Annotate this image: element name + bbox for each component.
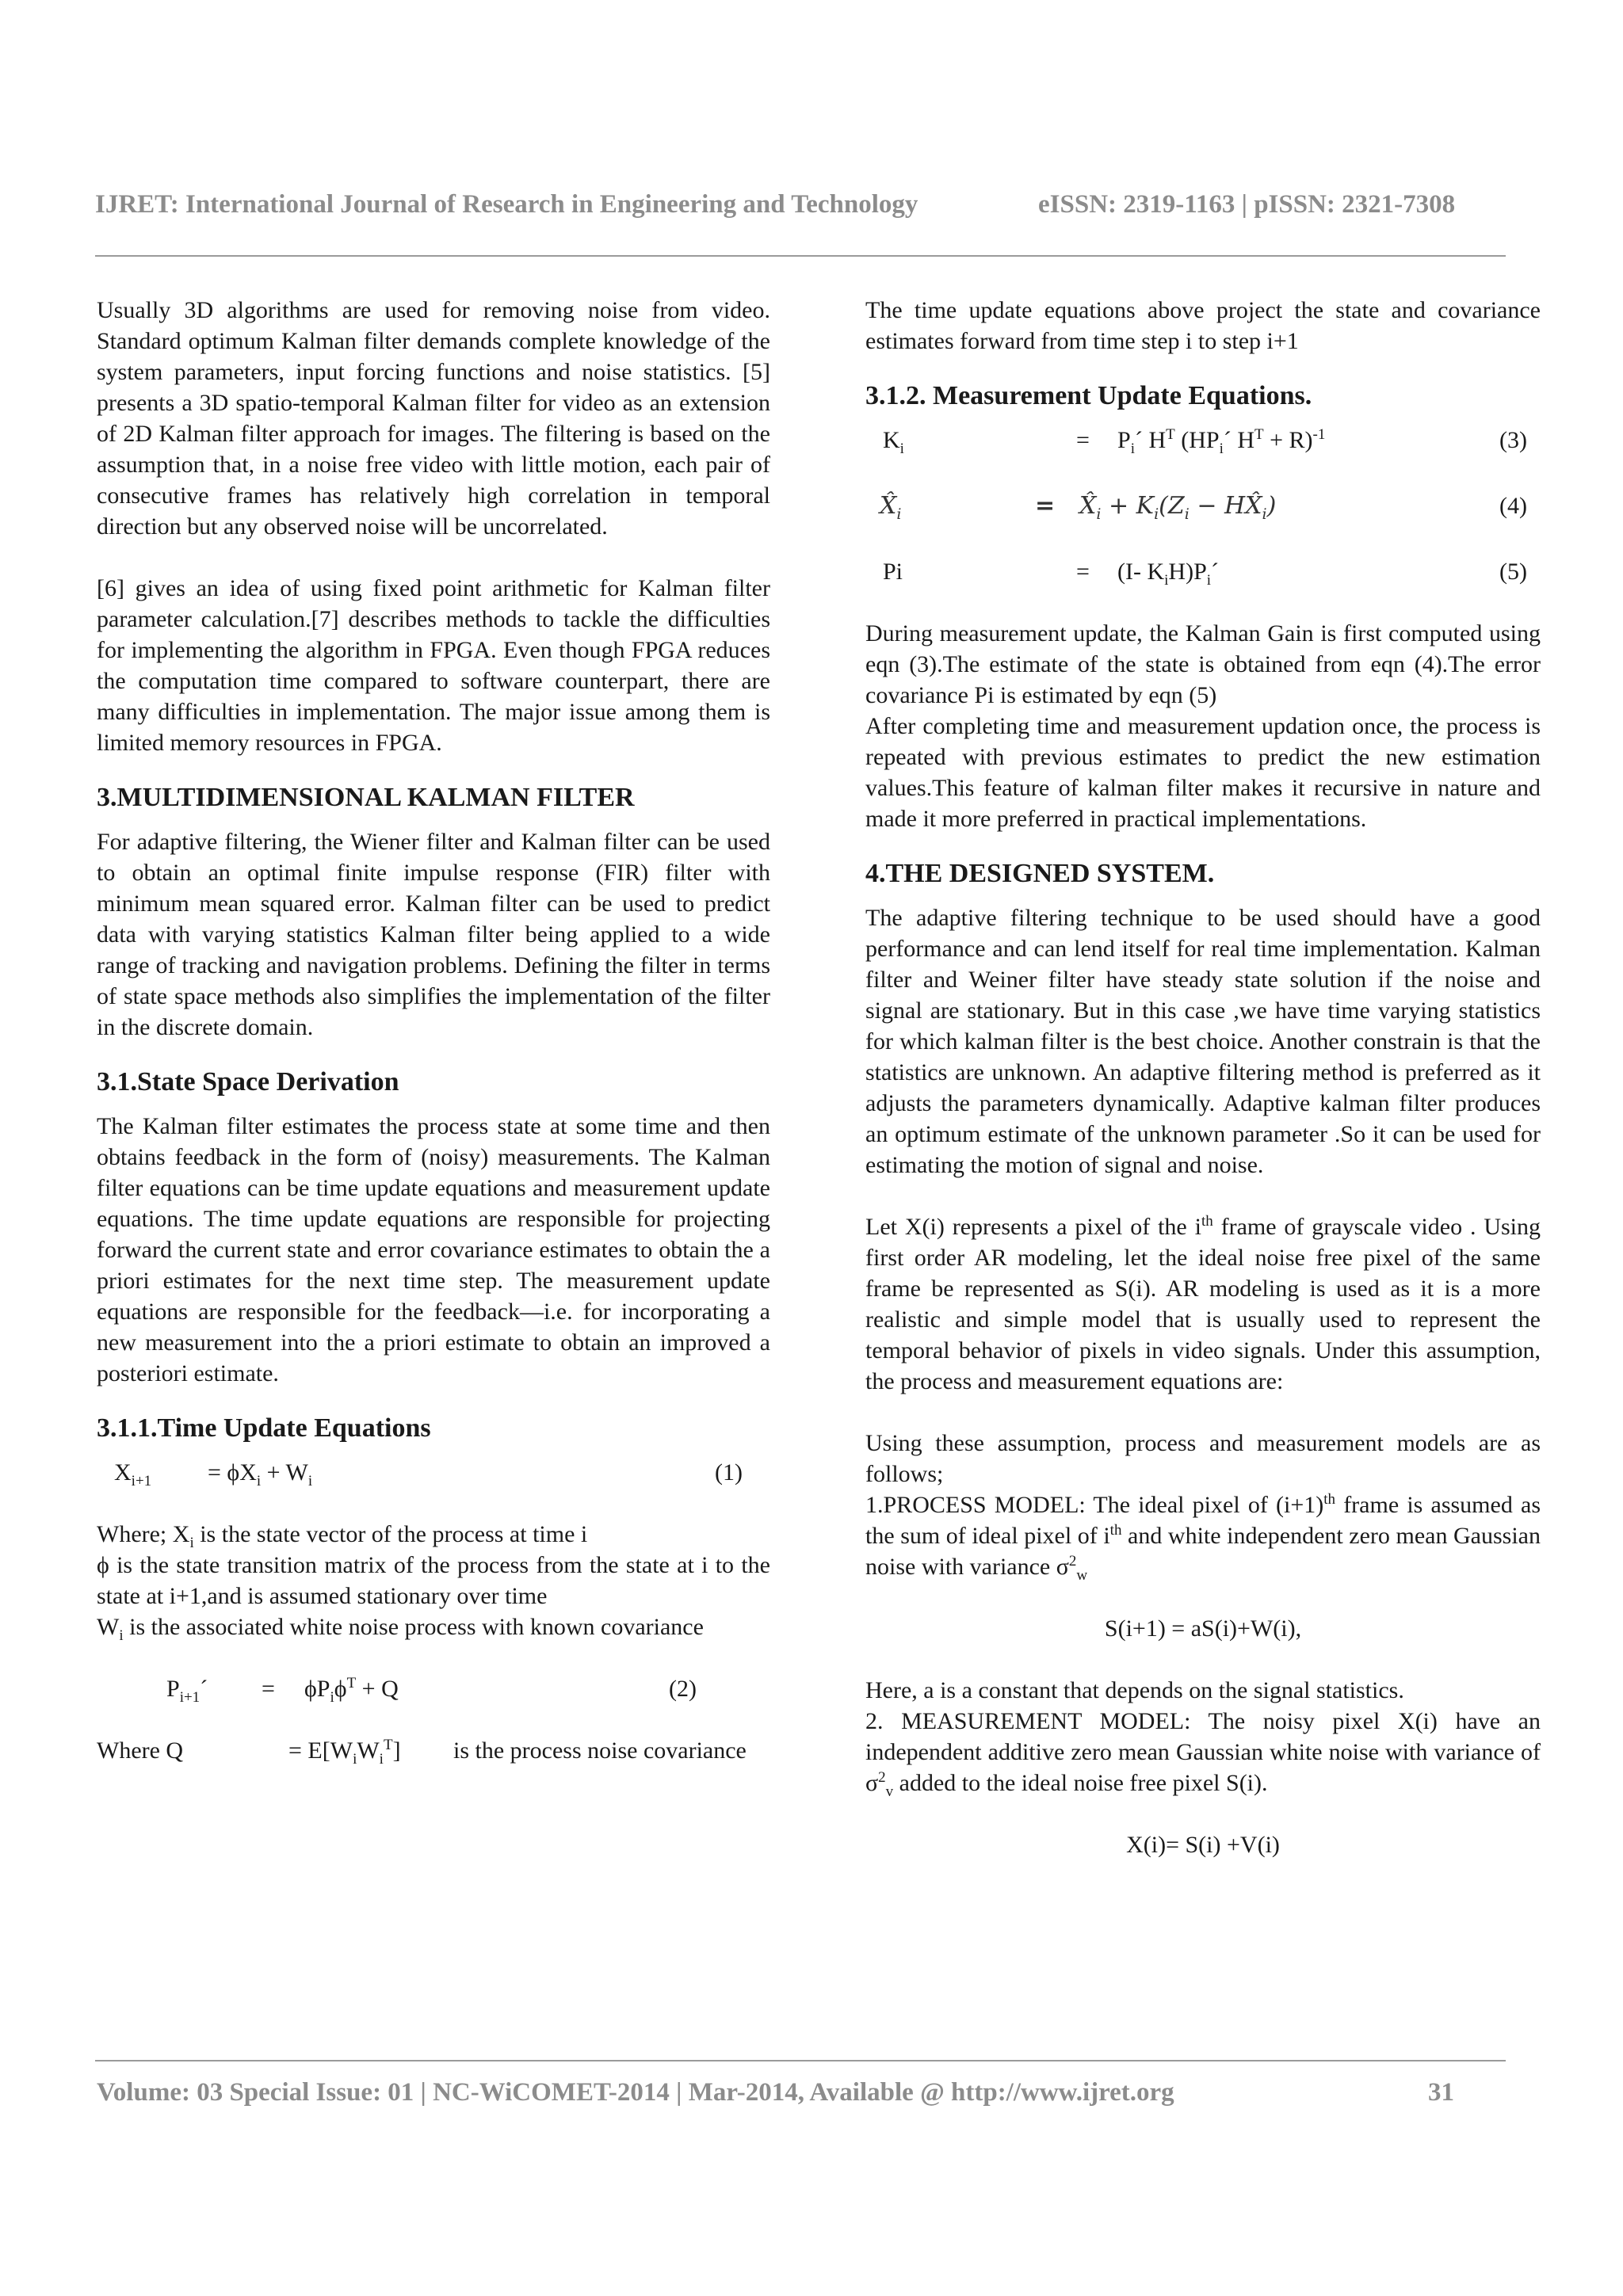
running-footer (97, 2078, 1507, 2107)
where-q-line: Where Q = $E[W_iW_i^T]$ is the process noise covariance (97, 1737, 747, 1768)
equation-5: Pi = (I- $K_iH)P_i´$ (5) (865, 556, 1541, 587)
equation-number: (2) (669, 1676, 697, 1702)
footer-rule (95, 2060, 1506, 2061)
section-heading: 4.THE DESIGNED SYSTEM. (865, 859, 1215, 888)
page-number: 31 (1428, 2078, 1454, 2107)
subsection-heading: 3.1.1.Time Update Equations (97, 1413, 431, 1443)
issn-text: eISSN: 2319-1163 | pISSN: 2321-7308 (1038, 190, 1456, 219)
equation-number: (1) (715, 1459, 743, 1486)
paragraph: 1.PROCESS MODEL: The ideal pixel of $(i+1)^{th}$ frame is assumed as the sum of ideal pixel of $i^{th}$ and white independent zero mean Gaussian noise with variance $\sigma^2_w$ (865, 1491, 1541, 1584)
equation-1: $X_{i+1}$ = $\phi X_i + W_i$ (1) (97, 1457, 770, 1488)
equation-4: $X̂_i$ = $X̂_i + K_i(Z_i$ − $HX̂_i$) (4) (880, 492, 1527, 523)
paragraph: $W_i$ is the associated white noise process with known covariance (97, 1614, 704, 1644)
equation-process: S(i+1) = aS(i)+W(i), (1104, 1615, 1302, 1642)
paragraph: 2. MEASUREMENT MODEL: The noisy pixel X(i) have an independent additive zero mean Gaussian white noise with variance of $\sigma^2_v$ added to the ideal noise free pixel S(i). (865, 1708, 1541, 1800)
paragraph: [6] gives an idea of using fixed point arithmetic for Kalman filter parameter calculation.[7] describes methods to tackle the difficulties for implementing the algorithm in FPGA. Even though FPGA reduces the computation time compared to software counterpart, there are many difficulties in implementation. The major issue among them is limited memory resources in FPGA. (97, 575, 770, 756)
paragraph: Let X(i) represents a pixel of the $i^{th}$ frame of grayscale video . Using first order AR modeling, let the ideal noise free pixel of the same frame be represented as S(i). AR modeling is used as it is a more realistic and simple model that is usually used to represent the temporal behavior of pixels in video signals. Under this assumption, the process and measurement equations are: (865, 1213, 1541, 1394)
running-header (95, 190, 1506, 219)
paragraph: ϕ is the state transition matrix of the process from the state at i to the state at i+1,and is assumed stationary over time (97, 1552, 770, 1609)
paragraph: Usually 3D algorithms are used for removing noise from video. Standard optimum Kalman filter demands complete knowledge of the system parameters, input forcing functions and noise statistics. [5] presents a 3D spatio-temporal Kalman filter for video as an extension of 2D Kalman filter approach for images. The filtering is based on the assumption that, in a noise free video with little motion, each pair of consecutive frames has relatively high correlation in temporal direction but any observed noise will be uncorrelated. (97, 297, 770, 540)
paragraph: Here, a is a constant that depends on the signal statistics. (865, 1677, 1404, 1703)
left-column (97, 295, 770, 1766)
equation-number: (4) (1499, 493, 1527, 519)
footer-text: Volume: 03 Special Issue: 01 | NC-WiCOMET-2014 | Mar-2014, Available @ http://www.ijret.org (97, 2078, 1174, 2107)
equation-measurement: X(i)= S(i) +V(i) (1126, 1832, 1280, 1858)
paragraph: Using these assumption, process and measurement models are as follows; (865, 1430, 1541, 1487)
section-heading: 3.MULTIDIMENSIONAL KALMAN FILTER (97, 783, 635, 812)
paragraph: For adaptive filtering, the Wiener filter and Kalman filter can be used to obtain an optimal finite impulse response (FIR) filter with minimum mean squared error. Kalman filter can be used to predict data with varying statistics Kalman filter being applied to a wide range of tracking and navigation problems. Defining the filter in terms of state space methods also simplifies the implementation of the filter in the discrete domain. (97, 829, 770, 1040)
paragraph: The Kalman filter estimates the process state at some time and then obtains feedback in the form of (noisy) measurements. The Kalman filter equations can be time update equations and measurement update equations. The time update equations are responsible for projecting forward the current state and error covariance estimates to obtain the a priori estimates for the next time step. The measurement update equations are responsible for the feedback—i.e. for incorporating a new measurement into the a priori estimate to obtain an improved a posteriori estimate. (97, 1113, 770, 1386)
subsection-heading: 3.1.2. Measurement Update Equations. (865, 381, 1312, 410)
paragraph: The time update equations above project the state and covariance estimates forward from time step i to step i+1 (865, 297, 1541, 354)
journal-title: IJRET: International Journal of Research in Engineering and Technology (95, 190, 918, 219)
equation-2: $P_{i+1}´$ = $\phi P_i\phi^T + Q$ (2) (166, 1675, 697, 1706)
paragraph: The adaptive filtering technique to be used should have a good performance and can lend itself for real time implementation. Kalman filter and Weiner filter have steady state solution if the noise and signal are stationary. But in this case ,we have time varying statistics for which kalman filter is the best choice. Another constrain is that the statistics are unknown. An adaptive filtering method is preferred as it adjusts the parameters dynamically. Adaptive kalman filter produces an optimum estimate of the unknown parameter .So it can be used for estimating the motion of signal and noise. (865, 905, 1541, 1178)
equation-number: (3) (1499, 427, 1527, 453)
paragraph: During measurement update, the Kalman Gain is first computed using eqn (3).The estimate of the state is obtained from eqn (4).The error covariance Pi is estimated by eqn (5) (865, 620, 1541, 708)
header-rule (95, 255, 1506, 257)
equation-number: (5) (1499, 559, 1527, 585)
subsection-heading: 3.1.State Space Derivation (97, 1067, 399, 1097)
equation-3: $K_i$ = $P_i´$ $H^T$ ($HP_i´$ $H^T + R)^{-1}$ (3) (883, 426, 1527, 457)
right-column (865, 295, 1541, 1860)
paragraph: After completing time and measurement updation once, the process is repeated with previous estimates to predict the new estimation values.This feature of kalman filter makes it recursive in nature and made it more preferred in practical implementations. (865, 713, 1541, 832)
where-line: Where; $X_i$ is the state vector of the process at time i (97, 1521, 588, 1551)
